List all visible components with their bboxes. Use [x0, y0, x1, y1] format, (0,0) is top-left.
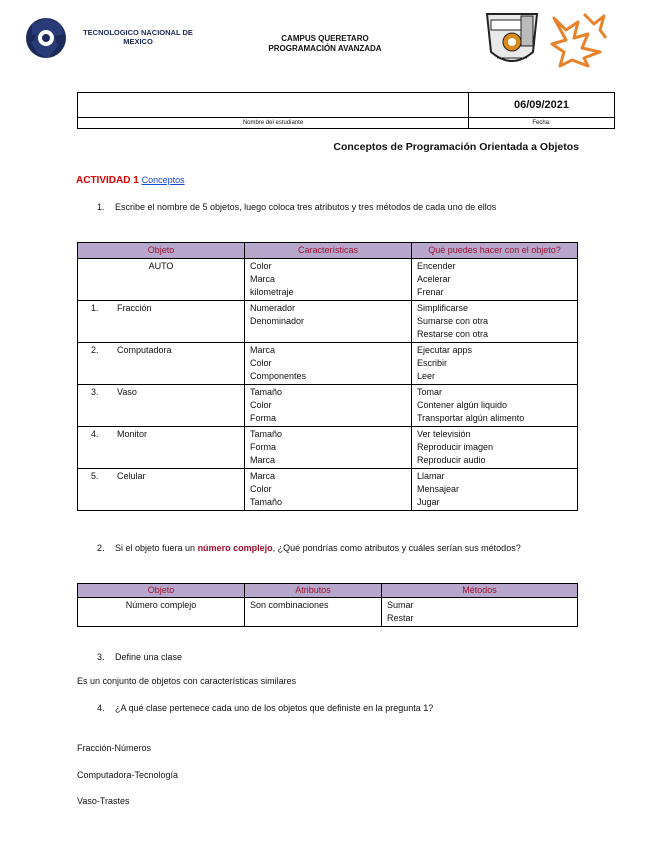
- question-text: Define una clase: [115, 652, 183, 662]
- attribute: Color: [250, 358, 272, 368]
- table-row: [78, 301, 578, 343]
- table-row: [78, 343, 578, 385]
- attribute: Numerador: [250, 303, 296, 313]
- attribute: kilometraje: [250, 287, 294, 297]
- date-label: Fecha:: [469, 118, 615, 129]
- method: Ejecutar apps: [417, 345, 473, 355]
- class-answer: Vaso-Trastes: [77, 796, 130, 806]
- attributes-cell: Son combinaciones: [245, 598, 382, 627]
- object-cell: AUTO: [78, 259, 245, 301]
- question-text: [115, 542, 570, 555]
- object-number: 1.: [91, 303, 99, 313]
- header-attributes: Atributos: [245, 584, 382, 598]
- object-cell: [78, 301, 245, 343]
- method: Sumar: [387, 600, 414, 610]
- method: Ver televisión: [417, 429, 471, 439]
- attributes-cell: [245, 259, 412, 301]
- methods-cell: [412, 385, 578, 427]
- object-number: 3.: [91, 387, 99, 397]
- campus-name: CAMPUS QUERETARO: [281, 34, 369, 43]
- student-name-cell[interactable]: [78, 93, 469, 118]
- question-1: [97, 201, 577, 214]
- object-name: Computadora: [117, 345, 172, 355]
- object-cell: [78, 343, 245, 385]
- method: Simplificarse: [417, 303, 469, 313]
- methods-cell: [412, 301, 578, 343]
- attribute: Tamaño: [250, 387, 283, 397]
- attribute: Denominador: [250, 316, 305, 326]
- method: Reproducir imagen: [417, 442, 494, 452]
- object-number: 5.: [91, 471, 99, 481]
- table-row: [78, 385, 578, 427]
- attributes-cell: [245, 427, 412, 469]
- method: Leer: [417, 371, 436, 381]
- attribute: Color: [250, 484, 272, 494]
- method: Restar: [387, 613, 414, 623]
- object-name: Fracción: [117, 303, 152, 313]
- header-object: Objeto: [78, 584, 245, 598]
- attribute: Color: [250, 261, 272, 271]
- activity-heading: [76, 175, 185, 186]
- institution-name: TECNOLOGICO NACIONAL DE MEXICO: [83, 28, 193, 46]
- object-name: Vaso: [117, 387, 137, 397]
- table-row: [78, 259, 578, 301]
- methods-cell: [382, 598, 578, 627]
- attribute: Forma: [250, 413, 277, 423]
- header-methods: Qué puedes hacer con el objeto?: [412, 243, 578, 259]
- attributes-cell: [245, 343, 412, 385]
- object-cell: [78, 469, 245, 511]
- method: Sumarse con otra: [417, 316, 489, 326]
- objects-table: [77, 242, 578, 511]
- document-title: Conceptos de Programación Orientada a Objetos: [333, 141, 579, 153]
- method: Escribir: [417, 358, 448, 368]
- header-object: Objeto: [78, 243, 245, 259]
- attribute: Componentes: [250, 371, 307, 381]
- object-number: 4.: [91, 429, 99, 439]
- object-cell: Número complejo: [78, 598, 245, 627]
- methods-cell: [412, 469, 578, 511]
- methods-cell: [412, 259, 578, 301]
- activity-label: ACTIVIDAD 1: [76, 175, 139, 186]
- attribute: Marca: [250, 455, 276, 465]
- object-name: Monitor: [117, 429, 148, 439]
- object-number: 2.: [91, 345, 99, 355]
- attribute: Marca: [250, 345, 276, 355]
- subject-name: PROGRAMACIÓN AVANZADA: [268, 44, 382, 53]
- table-row: [78, 427, 578, 469]
- question-text: Escribe el nombre de 5 objetos, luego coloca tres atributos y tres métodos de cada uno de ellos: [115, 202, 497, 212]
- method: Transportar algún alimento: [417, 413, 525, 423]
- question-text: ¿A qué clase pertenece cada uno de los objetos que definiste en la pregunta 1?: [115, 703, 434, 713]
- method: Reproducir audio: [417, 455, 486, 465]
- method: Jugar: [417, 497, 440, 507]
- campus-crest-logo: [483, 8, 541, 70]
- method: Frenar: [417, 287, 444, 297]
- attributes-cell: [245, 385, 412, 427]
- question-3: [97, 651, 182, 664]
- answer-3: Es un conjunto de objetos con características similares: [77, 676, 297, 686]
- student-info-table: [77, 92, 615, 129]
- method: Tomar: [417, 387, 443, 397]
- methods-cell: [412, 343, 578, 385]
- attribute: Tamaño: [250, 497, 283, 507]
- question-text-post: , ¿Qué pondrías como atributos y cuáles serían sus métodos?: [272, 543, 521, 553]
- attribute: Forma: [250, 442, 277, 452]
- question-number: 3.: [97, 652, 105, 662]
- question-text-pre: Si el objeto fuera un: [115, 543, 198, 553]
- table-row: [78, 469, 578, 511]
- question-number: 4.: [97, 703, 105, 713]
- highlight-term: número complejo: [197, 543, 273, 553]
- question-number: 1.: [97, 202, 105, 212]
- object-cell: [78, 427, 245, 469]
- campus-heading: [240, 34, 410, 54]
- object-name: Celular: [117, 471, 146, 481]
- fox-mascot-logo: [548, 8, 610, 70]
- method: Contener algún liquido: [417, 400, 508, 410]
- method: Mensajear: [417, 484, 460, 494]
- class-answer: Fracción-Números: [77, 743, 152, 753]
- attribute: Tamaño: [250, 429, 283, 439]
- question-number: 2.: [97, 543, 105, 553]
- student-name-label: Nombre del estudiante: [78, 118, 469, 129]
- method: Restarse con otra: [417, 329, 489, 339]
- object-cell: [78, 385, 245, 427]
- complex-number-table: [77, 583, 578, 627]
- table-row: [78, 598, 578, 627]
- question-4: [97, 702, 433, 715]
- attribute: Marca: [250, 471, 276, 481]
- header-methods: Métodos: [382, 584, 578, 598]
- attribute: Color: [250, 400, 272, 410]
- method: Llamar: [417, 471, 445, 481]
- concepts-link[interactable]: Conceptos: [141, 175, 185, 185]
- question-2: [97, 542, 577, 555]
- methods-cell: [412, 427, 578, 469]
- method: Acelerar: [417, 274, 451, 284]
- date-value: 06/09/2021: [469, 93, 615, 118]
- header-characteristics: Características: [245, 243, 412, 259]
- class-answer: Computadora-Tecnología: [77, 770, 179, 780]
- attribute: Marca: [250, 274, 276, 284]
- method: Encender: [417, 261, 456, 271]
- tecnm-logo: [24, 14, 72, 62]
- attributes-cell: [245, 301, 412, 343]
- attributes-cell: [245, 469, 412, 511]
